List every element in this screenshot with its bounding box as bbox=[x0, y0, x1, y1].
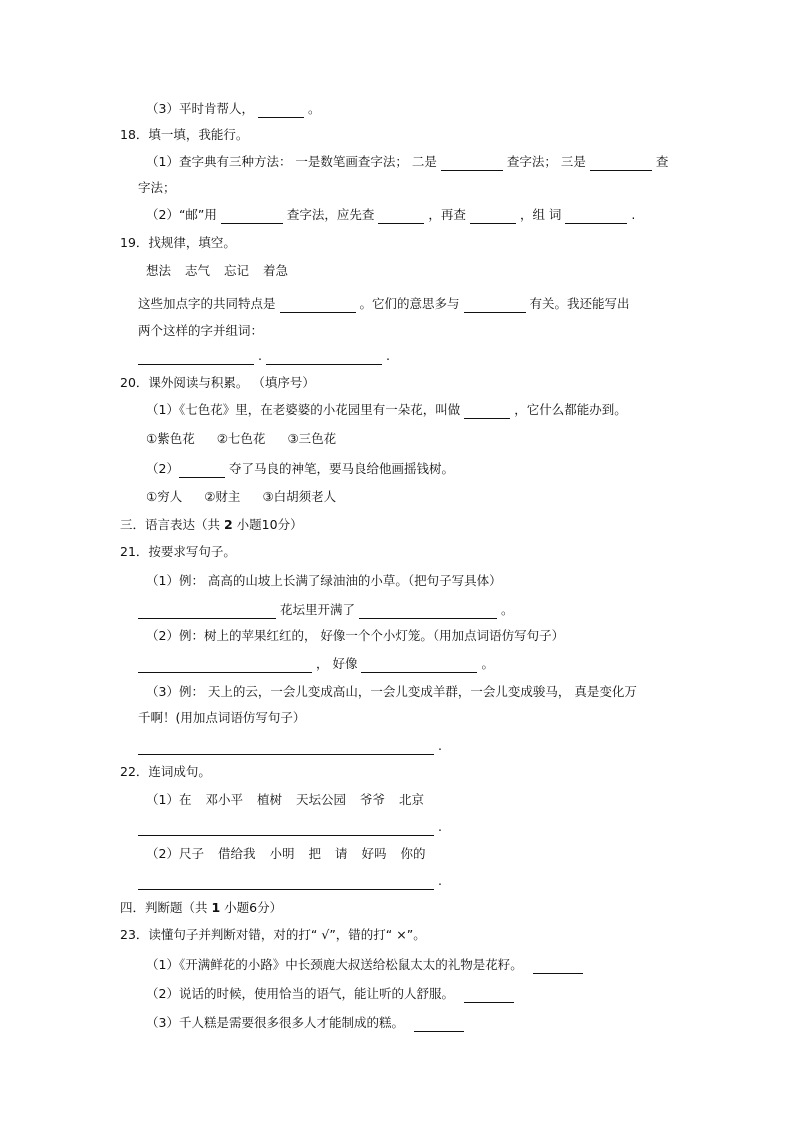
answer-blank[interactable] bbox=[590, 156, 652, 171]
word: 着急 bbox=[263, 263, 289, 278]
q23-title: 23．读懂句子并判断对错，对的打“ √”，错的打“ ×”。 bbox=[120, 927, 426, 942]
q20-part1: （1）《七色花》里，在老婆婆的小花园里有一朵花，叫做 ，它什么都能办到。 bbox=[146, 402, 627, 417]
answer-blank[interactable] bbox=[138, 350, 254, 365]
option: ①穷人 bbox=[146, 489, 183, 504]
answer-blank[interactable] bbox=[464, 404, 510, 419]
q18-part1-cont: 字法； bbox=[138, 180, 176, 195]
answer-blank[interactable] bbox=[361, 658, 477, 673]
q23-item1: （1）《开满鲜花的小路》中长颈鹿大叔送给松鼠太太的礼物是花籽。 bbox=[146, 956, 587, 974]
q19-answer-lines: . . bbox=[138, 347, 390, 365]
answer-blank[interactable] bbox=[441, 156, 503, 171]
q22-words2: （2）尺子 借给我 小明 把 请 好吗 你的 bbox=[146, 846, 426, 861]
q22-answer2: . bbox=[138, 872, 442, 890]
q21-answer1: 花坛里开满了 。 bbox=[138, 601, 514, 619]
answer-blank[interactable] bbox=[464, 298, 526, 313]
q17-item3: （3）平时肯帮人， 。 bbox=[146, 101, 321, 116]
q21-answer2: ， 好像 。 bbox=[138, 655, 494, 673]
option: ③白胡须老人 bbox=[262, 489, 337, 504]
answer-blank[interactable] bbox=[138, 740, 434, 755]
answer-blank[interactable] bbox=[221, 209, 283, 224]
answer-blank[interactable] bbox=[414, 1017, 464, 1032]
word: 忘记 bbox=[224, 263, 250, 278]
answer-blank[interactable] bbox=[138, 821, 434, 836]
option: ①紫色花 bbox=[146, 431, 195, 446]
q21-answer3: . bbox=[138, 737, 442, 755]
q21-example3: （3）例： 天上的云，一会儿变成高山，一会儿变成羊群，一会儿变成骏马， 真是变化万 bbox=[146, 684, 637, 699]
q19-title: 19．找规律，填空。 bbox=[120, 235, 236, 250]
answer-blank[interactable] bbox=[138, 604, 276, 619]
option: ②财主 bbox=[204, 489, 241, 504]
q22-answer1: . bbox=[138, 818, 442, 836]
answer-blank[interactable] bbox=[266, 350, 382, 365]
q21-example2: （2）例：树上的苹果红红的， 好像一个个小灯笼。（用加点词语仿写句子） bbox=[146, 628, 565, 643]
q19-line2: 两个这样的字并组词： bbox=[138, 323, 264, 338]
option: ③三色花 bbox=[287, 431, 337, 446]
answer-blank[interactable] bbox=[565, 209, 627, 224]
q20-options1 bbox=[146, 430, 336, 448]
q20-title: 20．课外阅读与积累。 （填序号） bbox=[120, 375, 315, 390]
q21-example1: （1）例： 高高的山坡上长满了绿油油的小草。（把句子写具体） bbox=[146, 573, 502, 588]
q22-title: 22．连词成句。 bbox=[120, 764, 211, 779]
answer-blank[interactable] bbox=[470, 209, 516, 224]
q21-title: 21．按要求写句子。 bbox=[120, 544, 236, 559]
word: 志气 bbox=[185, 263, 211, 278]
q18-part1: （1）查字典有三种方法： 一是数笔画查字法； 二是 查字法； 三是 查 bbox=[146, 154, 669, 169]
q23-item2: （2）说话的时候，使用恰当的语气，能让听的人舒服。 bbox=[146, 985, 518, 1003]
q20-options2 bbox=[146, 488, 336, 506]
answer-blank[interactable] bbox=[359, 604, 497, 619]
answer-blank[interactable] bbox=[138, 658, 312, 673]
answer-blank[interactable] bbox=[533, 959, 583, 974]
answer-blank[interactable] bbox=[280, 298, 356, 313]
q18-title: 18．填一填，我能行。 bbox=[120, 127, 249, 142]
q20-part2: （2） 夺了马良的神笔，要马良给他画摇钱树。 bbox=[146, 461, 454, 476]
q19-line1: 这些加点字的共同特点是 。它们的意思多与 有关。我还能写出 bbox=[138, 296, 630, 311]
section3-heading: 三．语言表达（共 2 小题10分） bbox=[120, 517, 303, 532]
answer-blank[interactable] bbox=[179, 463, 225, 478]
answer-blank[interactable] bbox=[378, 209, 424, 224]
q22-words1: （1）在 邓小平 植树 天坛公园 爷爷 北京 bbox=[146, 792, 425, 807]
answer-blank[interactable] bbox=[464, 988, 514, 1003]
section4-heading: 四．判断题（共 1 小题6分） bbox=[120, 900, 283, 915]
answer-blank[interactable] bbox=[138, 875, 434, 890]
q21-example3-cont: 千啊！(用加点词语仿写句子） bbox=[138, 710, 306, 725]
word: 想法 bbox=[146, 263, 172, 278]
q18-part2: （2）“邮”用 查字法，应先查 ，再查 ，组 词 . bbox=[146, 207, 636, 222]
q19-words bbox=[146, 262, 288, 280]
answer-blank[interactable] bbox=[258, 103, 304, 118]
q23-item3: （3）千人糕是需要很多很多人才能制成的糕。 bbox=[146, 1014, 468, 1032]
option: ②七色花 bbox=[216, 431, 266, 446]
